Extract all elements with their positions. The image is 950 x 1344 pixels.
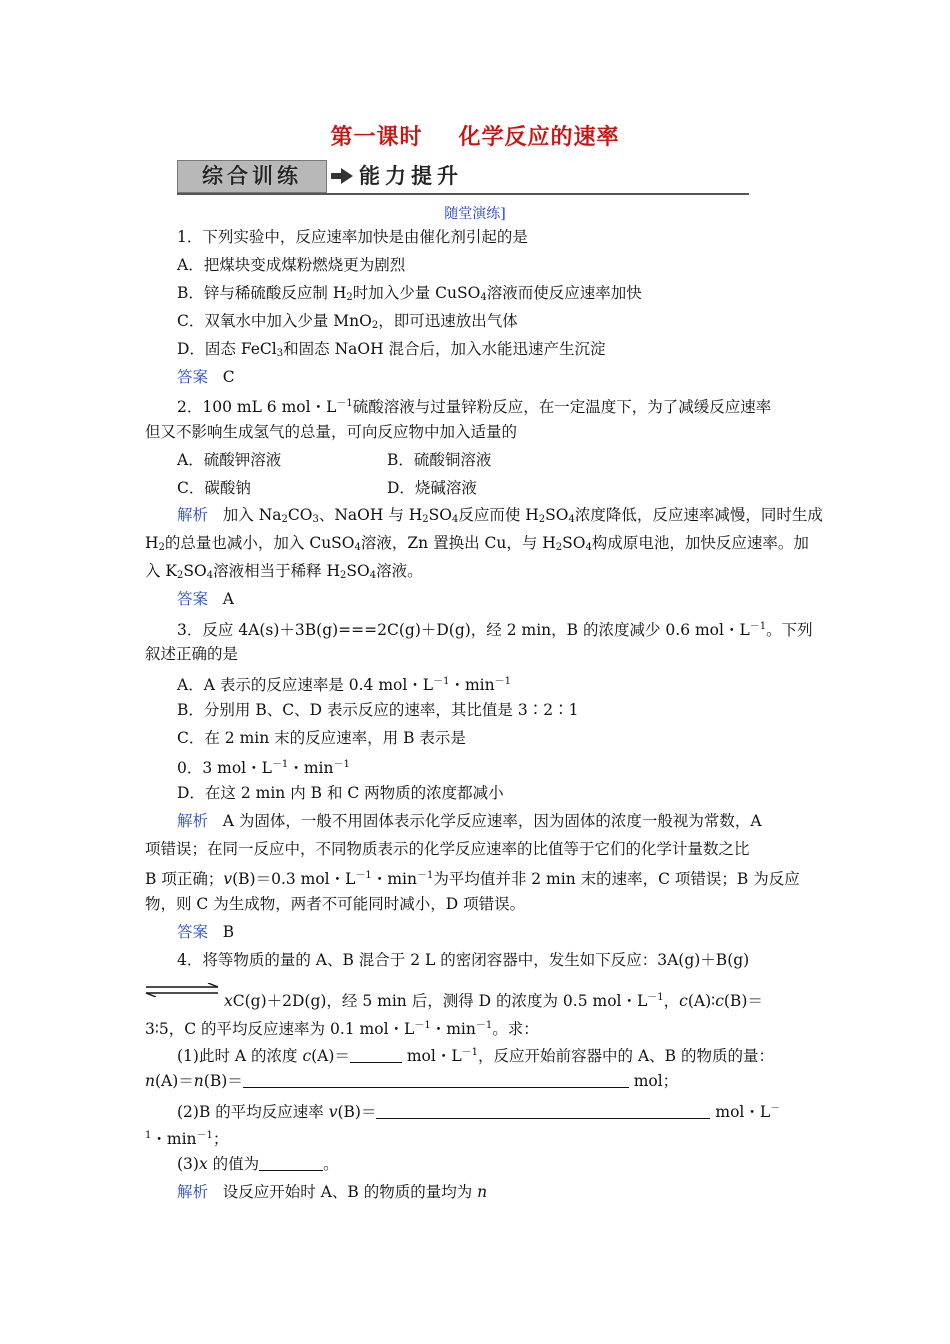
answer-label: 答案 xyxy=(177,590,209,608)
arrow-right-icon xyxy=(331,168,353,184)
superscript: －1 xyxy=(647,992,664,1003)
text-run: B．硫酸铜溶液 xyxy=(387,451,492,469)
text-run: (A)∶ xyxy=(687,992,716,1010)
text-run: 溶液，Zn 置换出 Cu，与 H xyxy=(360,534,556,552)
q2-option-c xyxy=(177,478,251,498)
q2-explanation-line2 xyxy=(145,533,809,558)
text-run: A．A 表示的反应速率是 0.4 mol・L xyxy=(177,676,434,694)
superscript: －1 xyxy=(494,676,511,687)
superscript: －1 xyxy=(414,1020,431,1031)
text-run: 4．将等物质的量的 A、B 混合于 2 L 的密闭容器中，发生如下反应：3A(g)＋B(g) xyxy=(177,951,750,969)
subscript: 3 xyxy=(312,514,319,525)
text-run: 。 xyxy=(323,1155,339,1173)
q4-subquestion-1 xyxy=(177,1043,774,1066)
text-run: 3∶5，C 的平均反应速率为 0.1 mol・L xyxy=(145,1020,415,1038)
text-run: CO xyxy=(287,506,313,524)
q2-explanation-line3 xyxy=(145,561,423,586)
subscript: 4 xyxy=(369,570,377,581)
q2-option-d xyxy=(387,478,477,498)
text-run: C．在 2 min 末的反应速率，用 B 表示是 xyxy=(177,729,466,747)
text-run: (B)＝ xyxy=(203,1072,243,1090)
text-run: 为平均值并非 2 min 末的速率，C 项错误；B 为反应 xyxy=(433,870,800,888)
text-run: 但又不影响生成氢气的总量，可向反应物中加入适量的 xyxy=(145,423,518,441)
text-run: 的值为 xyxy=(207,1155,260,1173)
subscript: 2 xyxy=(422,514,429,525)
text-run: 时加入少量 CuSO xyxy=(352,284,481,302)
q1-answer xyxy=(177,367,235,387)
subscript: 2 xyxy=(281,514,288,525)
question-4-line2 xyxy=(224,988,763,1011)
q1-option-c xyxy=(177,311,518,336)
subscript: 4 xyxy=(206,570,214,581)
text-run: ・min xyxy=(449,676,495,694)
text-run: D．固态 FeCl xyxy=(177,340,277,358)
text-run: c xyxy=(715,992,724,1010)
text-run: SO xyxy=(183,562,207,580)
subscript: 4 xyxy=(480,292,487,303)
text-run: 。下列 xyxy=(766,621,813,639)
text-run: SO xyxy=(346,562,370,580)
explanation-label: 解析 xyxy=(177,506,209,524)
text-run: A．硫酸钾溶液 xyxy=(177,451,282,469)
text-run: H xyxy=(145,534,159,552)
subscript: 4 xyxy=(568,514,575,525)
text-run: 和固态 NaOH 混合后，加入水能迅速产生沉淀 xyxy=(283,340,606,358)
subscript: 4 xyxy=(354,542,361,553)
subscript: 2 xyxy=(555,542,563,553)
subscript: 2 xyxy=(346,292,353,303)
text-run: 加入 Na xyxy=(222,506,282,524)
question-1 xyxy=(177,227,528,247)
text-run: 构成原电池，加快反应速率。加 xyxy=(591,534,809,552)
text-run: (A)＝ xyxy=(154,1072,194,1090)
q3-explanation xyxy=(177,811,762,831)
q3-option-d xyxy=(177,783,504,803)
text-run: (1)此时 A 的浓度 xyxy=(177,1047,303,1065)
text-run: SO xyxy=(562,534,586,552)
text-run: mol・L xyxy=(401,1047,462,1065)
q3-option-c xyxy=(177,728,466,748)
superscript: －1 xyxy=(461,1047,479,1058)
q4-subquestion-3 xyxy=(177,1154,339,1174)
q4-explanation xyxy=(177,1182,487,1202)
text-run: mol・L xyxy=(710,1103,771,1121)
text-run: ・min xyxy=(371,870,417,888)
banner-training-label: 综合训练 xyxy=(177,160,327,193)
superscript: －1 xyxy=(749,621,767,632)
superscript: －1 xyxy=(196,1130,213,1141)
text-run: mol； xyxy=(628,1072,679,1090)
text-run: B xyxy=(222,923,235,941)
subscript: 2 xyxy=(177,570,184,581)
subscript: 2 xyxy=(371,320,379,331)
text-run: C(g)＋2D(g)，经 5 min 后，测得 D 的浓度为 0.5 mol・L xyxy=(232,992,648,1010)
question-2-line2 xyxy=(145,422,517,442)
text-run: 物，则 C 为生成物，两者不可能同时减小，D 项错误。 xyxy=(145,895,526,913)
q3-option-b xyxy=(177,700,578,720)
question-3 xyxy=(177,617,813,640)
text-run: (A)＝ xyxy=(311,1047,350,1065)
question-4-line3 xyxy=(145,1016,539,1039)
text-run: 入 K xyxy=(145,562,178,580)
text-run: n xyxy=(145,1072,155,1090)
text-run: B．分别用 B、C、D 表示反应的速率，其比值是 3∶2∶1 xyxy=(177,701,579,719)
section-banner xyxy=(177,160,749,194)
question-3-line2 xyxy=(145,644,238,664)
q4-subquestion-1-line2 xyxy=(145,1071,678,1091)
superscript: －1 xyxy=(336,398,353,409)
text-run: ・min xyxy=(430,1020,476,1038)
answer-blank[interactable] xyxy=(243,1073,629,1088)
text-run: 0．3 mol・L xyxy=(177,759,272,777)
text-run: 项错误；在同一反应中，不同物质表示的化学反应速率的比值等于它们的化学计量数之比 xyxy=(145,840,750,858)
text-run: 2．100 mL 6 mol・L xyxy=(177,398,337,416)
text-run: 硫酸溶液与过量锌粉反应，在一定温度下，为了减缓反应速率 xyxy=(352,398,772,416)
text-run: (3) xyxy=(177,1155,199,1173)
text-run: 、NaOH 与 H xyxy=(318,506,423,524)
section-heading: 随堂演练] xyxy=(444,206,506,222)
text-run: 。求： xyxy=(492,1020,539,1038)
q3-explanation-line4 xyxy=(145,894,525,914)
text-run: A 为固体，一般不用固体表示化学反应速率，因为固体的浓度一般视为常数，A xyxy=(222,812,762,830)
banner-ability-label: 能力提升 xyxy=(359,164,463,188)
text-run: n xyxy=(477,1183,488,1201)
text-run: D．烧碱溶液 xyxy=(387,479,477,497)
title-topic: 化学反应的速率 xyxy=(458,125,620,150)
q1-option-a xyxy=(177,255,405,275)
text-run: 1．下列实验中，反应速率加快是由催化剂引起的是 xyxy=(177,228,528,246)
text-run: SO xyxy=(545,506,569,524)
text-run: v xyxy=(223,870,233,888)
q4-subquestion-2-line2 xyxy=(145,1126,228,1149)
question-4 xyxy=(177,950,749,970)
q3-answer xyxy=(177,922,234,942)
text-run: 反应而使 H xyxy=(458,506,539,524)
text-run: D．在这 2 min 内 B 和 C 两物质的浓度都减小 xyxy=(177,784,504,802)
text-run: B．锌与稀硫酸反应制 H xyxy=(177,284,347,302)
text-run: 设反应开始时 A、B 的物质的量均为 xyxy=(222,1183,478,1201)
page-title xyxy=(0,120,950,151)
q2-option-a xyxy=(177,450,281,470)
text-run: c xyxy=(302,1047,312,1065)
text-run: 浓度降低，反应速率减慢，同时生成 xyxy=(574,506,823,524)
equilibrium-arrow-icon xyxy=(144,983,220,997)
text-run: (B)＝ xyxy=(337,1103,377,1121)
superscript: －1 xyxy=(333,759,350,770)
text-run: 溶液。 xyxy=(376,562,423,580)
text-run: C xyxy=(222,368,235,386)
q2-answer xyxy=(177,589,234,609)
q3-option-a xyxy=(177,672,511,695)
subscript: 2 xyxy=(340,570,347,581)
q1-option-d xyxy=(177,339,606,364)
text-run: x xyxy=(224,992,233,1010)
text-run: x xyxy=(198,1155,208,1173)
text-run: A．把煤块变成煤粉燃烧更为剧烈 xyxy=(177,256,406,274)
text-run: ； xyxy=(212,1130,229,1148)
superscript: －1 xyxy=(433,676,450,687)
answer-blank[interactable] xyxy=(259,1156,323,1171)
subscript: 3 xyxy=(276,348,284,359)
explanation-label: 解析 xyxy=(177,812,209,830)
q2-explanation xyxy=(177,505,823,530)
q3-explanation-line2 xyxy=(145,839,750,859)
text-run: (B)＝0.3 mol・L xyxy=(232,870,356,888)
subscript: 2 xyxy=(158,542,165,553)
superscript: －1 xyxy=(271,759,289,770)
subscript: 2 xyxy=(538,514,546,525)
q3-explanation-line3 xyxy=(145,866,800,889)
text-run: ・min xyxy=(288,759,334,777)
text-run: 溶液而使反应速率加快 xyxy=(486,284,642,302)
superscript: － xyxy=(770,1103,781,1114)
answer-label: 答案 xyxy=(177,923,209,941)
text-run: B 项正确； xyxy=(145,870,224,888)
answer-label: 答案 xyxy=(177,368,209,386)
superscript: －1 xyxy=(355,870,372,881)
text-run: (B)＝ xyxy=(723,992,763,1010)
text-run: C．碳酸钠 xyxy=(177,479,251,497)
text-run: (2)B 的平均反应速率 xyxy=(177,1103,329,1121)
q3-option-c-line2 xyxy=(177,755,350,778)
question-2 xyxy=(177,394,771,417)
text-run: A xyxy=(222,590,234,608)
answer-blank[interactable] xyxy=(350,1048,402,1063)
answer-blank[interactable] xyxy=(376,1104,710,1119)
banner-rule xyxy=(177,193,749,195)
q2-option-b xyxy=(387,450,491,470)
text-run: 3．反应 4A(s)＋3B(g)===2C(g)＋D(g)，经 2 min，B 的浓度减少 0.6 mol・L xyxy=(177,621,750,639)
superscript: －1 xyxy=(475,1020,493,1031)
superscript: －1 xyxy=(416,870,434,881)
q1-option-b xyxy=(177,283,642,308)
text-run: v xyxy=(328,1103,338,1121)
title-lesson: 第一课时 xyxy=(330,125,423,150)
text-run: C．双氧水中加入少量 MnO xyxy=(177,312,372,330)
superscript: 1 xyxy=(145,1130,152,1141)
explanation-label: 解析 xyxy=(177,1183,209,1201)
text-run: ， xyxy=(663,992,680,1010)
subscript: 4 xyxy=(451,514,459,525)
text-run: ・min xyxy=(151,1130,197,1148)
q4-subquestion-2 xyxy=(177,1099,780,1122)
subscript: 4 xyxy=(585,542,592,553)
text-run: c xyxy=(679,992,688,1010)
text-run: n xyxy=(193,1072,204,1090)
text-run: 叙述正确的是 xyxy=(145,645,239,663)
text-run: ，反应开始前容器中的 A、B 的物质的量： xyxy=(478,1047,774,1065)
text-run: SO xyxy=(428,506,452,524)
text-run: 溶液相当于稀释 H xyxy=(213,562,341,580)
text-run: ，即可迅速放出气体 xyxy=(378,312,518,330)
text-run: 的总量也减小，加入 CuSO xyxy=(164,534,355,552)
